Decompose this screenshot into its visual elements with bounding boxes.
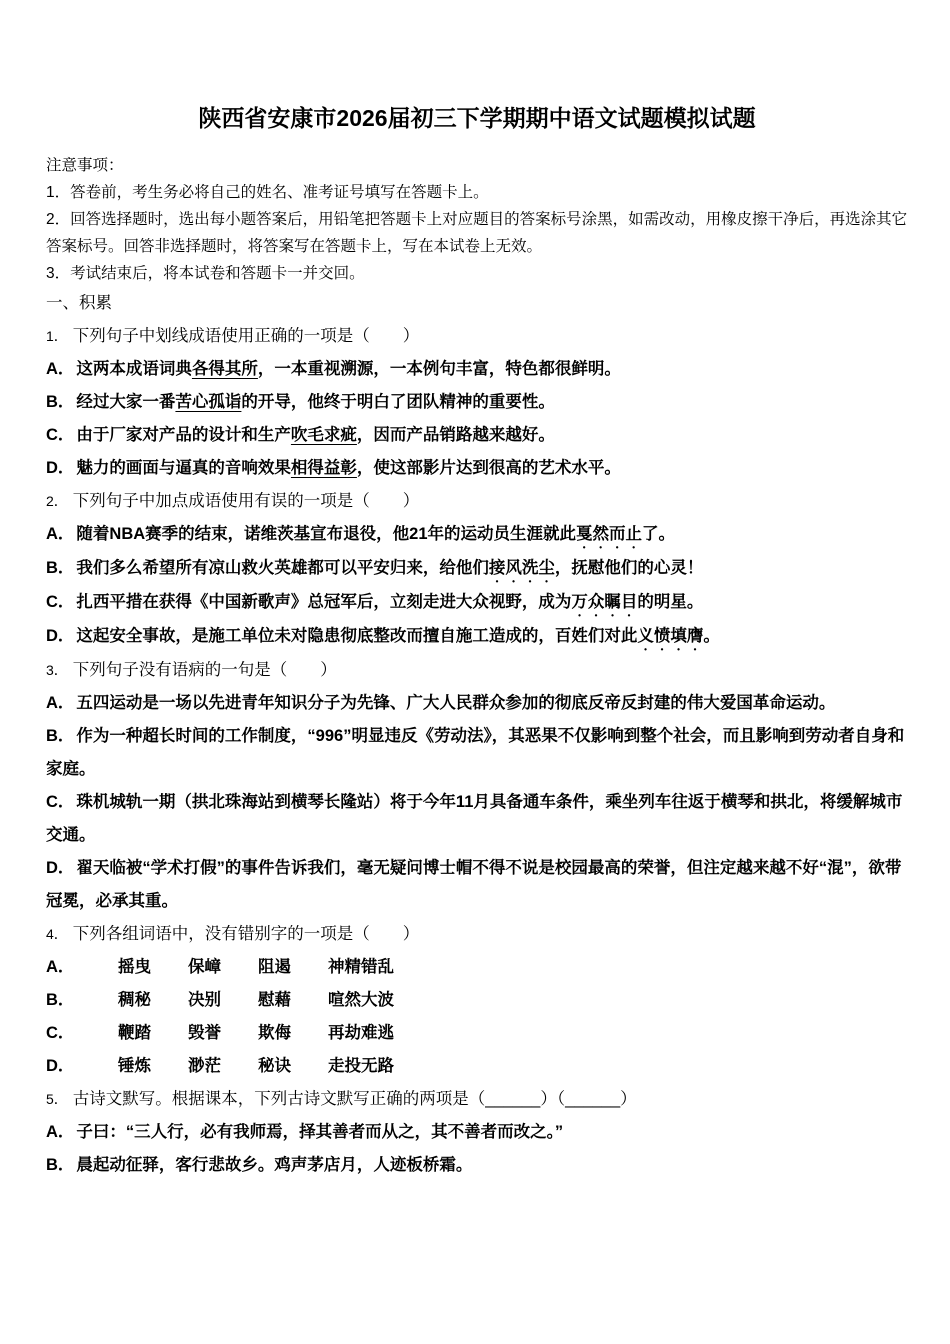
option-text: 由于厂家对产品的设计和生产 — [76, 426, 291, 444]
option-word: 决别 — [188, 991, 221, 1009]
option-text: 作为一种超长时间的工作制度，“996”明显违反《劳动法》，其恶果不仅影响到整个社会，而且影响到劳动者自身和家庭。 — [46, 727, 905, 778]
option-text: 五四运动是一场以先进青年知识分子为先锋、广大人民群众参加的彻底反帝反封建的伟大爱国革命运动。 — [76, 694, 836, 712]
question-stem-text: 古诗文默写。根据课本，下列古诗文默写正确的两项是（______）（______） — [72, 1090, 637, 1108]
option-label: A． — [46, 525, 75, 543]
option-label: C． — [46, 1024, 75, 1042]
option-text: 这两本成语词典 — [76, 360, 192, 378]
option-line — [46, 452, 908, 485]
option-text: 我们多么希望所有凉山救火英雄都可以平安归来，给他们 — [76, 559, 489, 577]
option-line — [46, 1017, 908, 1050]
option-line — [46, 951, 908, 984]
notice-header: 注意事项： — [46, 157, 124, 174]
option-label: D． — [46, 1057, 75, 1075]
option-line — [46, 1149, 908, 1182]
option-word: 走投无路 — [328, 1057, 394, 1075]
question-stem — [46, 1083, 908, 1116]
option-word: 秘诀 — [258, 1057, 291, 1075]
question-block — [46, 918, 908, 1083]
option-text: ，一本重视溯源，一本例句丰富，特色都很鲜明。 — [257, 360, 621, 378]
option-label: A． — [46, 1123, 75, 1141]
question-block — [46, 1083, 908, 1182]
option-label: B． — [46, 559, 75, 577]
option-text: 扎西平措在获得《中国新歌声》总冠军后，立刻走进大众视野，成为 — [76, 593, 572, 611]
option-label: B． — [46, 1156, 75, 1174]
option-dotted-idiom: 接风洗尘 — [488, 559, 555, 577]
option-label: A． — [46, 360, 75, 378]
option-label: A． — [46, 958, 75, 976]
option-word: 摇曳 — [118, 958, 151, 976]
question-number: 3． — [46, 662, 68, 678]
option-text: 子曰：“三人行，必有我师焉，择其善者而从之，其不善者而改之。” — [76, 1123, 564, 1141]
question-stem — [46, 485, 908, 518]
option-underlined-idiom: 相得益彰 — [290, 459, 357, 477]
option-dotted-idiom: 万众瞩目 — [571, 593, 638, 611]
option-line — [46, 586, 908, 620]
option-underlined-idiom: 吹毛求疵 — [290, 426, 357, 444]
option-word: 保嶂 — [188, 958, 221, 976]
question-number: 5． — [46, 1091, 68, 1107]
option-text: 随着NBA赛季的结束，诺维茨基宣布退役，他21年的运动员生涯就此 — [76, 525, 577, 543]
option-label: C． — [46, 426, 75, 444]
option-label: D． — [46, 859, 75, 877]
option-label: B． — [46, 991, 75, 1009]
notice-item: 1．答卷前，考生务必将自己的姓名、准考证号填写在答题卡上。 — [46, 184, 489, 201]
option-text: 经过大家一番 — [76, 393, 176, 411]
notice-item: 3．考试结束后，将本试卷和答题卡一并交回。 — [46, 265, 365, 282]
option-underlined-idiom: 苦心孤诣 — [175, 393, 242, 411]
question-stem — [46, 320, 908, 353]
option-word: 慰藉 — [258, 991, 291, 1009]
option-text: 这起安全事故，是施工单位未对隐患彻底整改而擅自施工造成的，百姓们对此 — [76, 627, 638, 645]
option-word: 毁誉 — [188, 1024, 221, 1042]
option-text: ，使这部影片达到很高的艺术水平。 — [356, 459, 621, 477]
option-line — [46, 852, 908, 918]
option-text: 珠机城轨一期（拱北珠海站到横琴长隆站）将于今年11月具备通车条件，乘坐列车往返于横琴和拱北，将缓解城市交通。 — [46, 793, 903, 844]
option-line — [46, 786, 908, 852]
option-line — [46, 353, 908, 386]
question-block — [46, 485, 908, 654]
question-number: 1． — [46, 328, 68, 344]
question-stem — [46, 918, 908, 951]
page-title: 陕西省安康市2026届初三下学期期中语文试题模拟试题 — [198, 105, 756, 131]
option-text: 翟天临被“学术打假”的事件告诉我们，毫无疑问博士帽不得不说是校园最高的荣誉，但注定越来越不好“混”，欲带冠冕，必承其重。 — [46, 859, 902, 910]
option-line — [46, 984, 908, 1017]
option-word: 欺侮 — [258, 1024, 291, 1042]
option-dotted-idiom: 戛然而止 — [576, 525, 643, 543]
question-stem-text: 下列句子没有语病的一句是（ ） — [72, 661, 337, 679]
notice-section — [46, 152, 908, 287]
option-word: 阻遏 — [258, 958, 291, 976]
option-underlined-idiom: 各得其所 — [191, 360, 258, 378]
question-stem-text: 下列句子中划线成语使用正确的一项是（ ） — [72, 327, 420, 345]
option-word: 再劫难逃 — [328, 1024, 394, 1042]
section-title: 一、积累 — [46, 294, 112, 312]
option-word: 神精错乱 — [328, 958, 394, 976]
option-text: ，抚慰他们的心灵！ — [554, 559, 704, 577]
option-label: B． — [46, 727, 75, 745]
option-label: B． — [46, 393, 75, 411]
option-word: 喧然大波 — [328, 991, 394, 1009]
option-line — [46, 552, 908, 586]
option-text: 的开导，他终于明白了团队精神的重要性。 — [241, 393, 555, 411]
option-text: 。 — [703, 627, 720, 645]
option-label: C． — [46, 793, 75, 811]
option-word: 渺茫 — [188, 1057, 221, 1075]
option-word: 稠秘 — [118, 991, 151, 1009]
question-block — [46, 654, 908, 918]
option-line — [46, 620, 908, 654]
option-text: 晨起动征驿，客行悲故乡。鸡声茅店月，人迹板桥霜。 — [76, 1156, 473, 1174]
option-line — [46, 386, 908, 419]
option-label: A． — [46, 694, 75, 712]
option-text: 了。 — [642, 525, 676, 543]
option-line — [46, 720, 908, 786]
question-block — [46, 320, 908, 485]
option-text: 魅力的画面与逼真的音响效果 — [76, 459, 291, 477]
option-dotted-idiom: 义愤填膺 — [637, 627, 704, 645]
question-stem — [46, 654, 908, 687]
notice-item: 2．回答选择题时，选出每小题答案后，用铅笔把答题卡上对应题目的答案标号涂黑，如需改动，用橡皮擦干净后，再选涂其它答案标号。回答非选择题时，将答案写在答题卡上，写在本试卷上无效。 — [46, 211, 908, 255]
option-line — [46, 1116, 908, 1149]
question-number: 2． — [46, 493, 68, 509]
option-word: 鞭踏 — [118, 1024, 151, 1042]
option-line — [46, 419, 908, 452]
option-label: D． — [46, 627, 75, 645]
option-line — [46, 518, 908, 552]
question-area — [46, 287, 908, 1182]
question-number: 4． — [46, 926, 68, 942]
question-stem-text: 下列句子中加点成语使用有误的一项是（ ） — [72, 492, 420, 510]
option-text: 的明星。 — [637, 593, 704, 611]
option-line — [46, 1050, 908, 1083]
option-text: ，因而产品销路越来越好。 — [356, 426, 555, 444]
question-stem-text: 下列各组词语中，没有错别字的一项是（ ） — [72, 925, 420, 943]
option-line — [46, 687, 908, 720]
option-word: 锤炼 — [118, 1057, 151, 1075]
option-label: C． — [46, 593, 75, 611]
option-label: D． — [46, 459, 75, 477]
